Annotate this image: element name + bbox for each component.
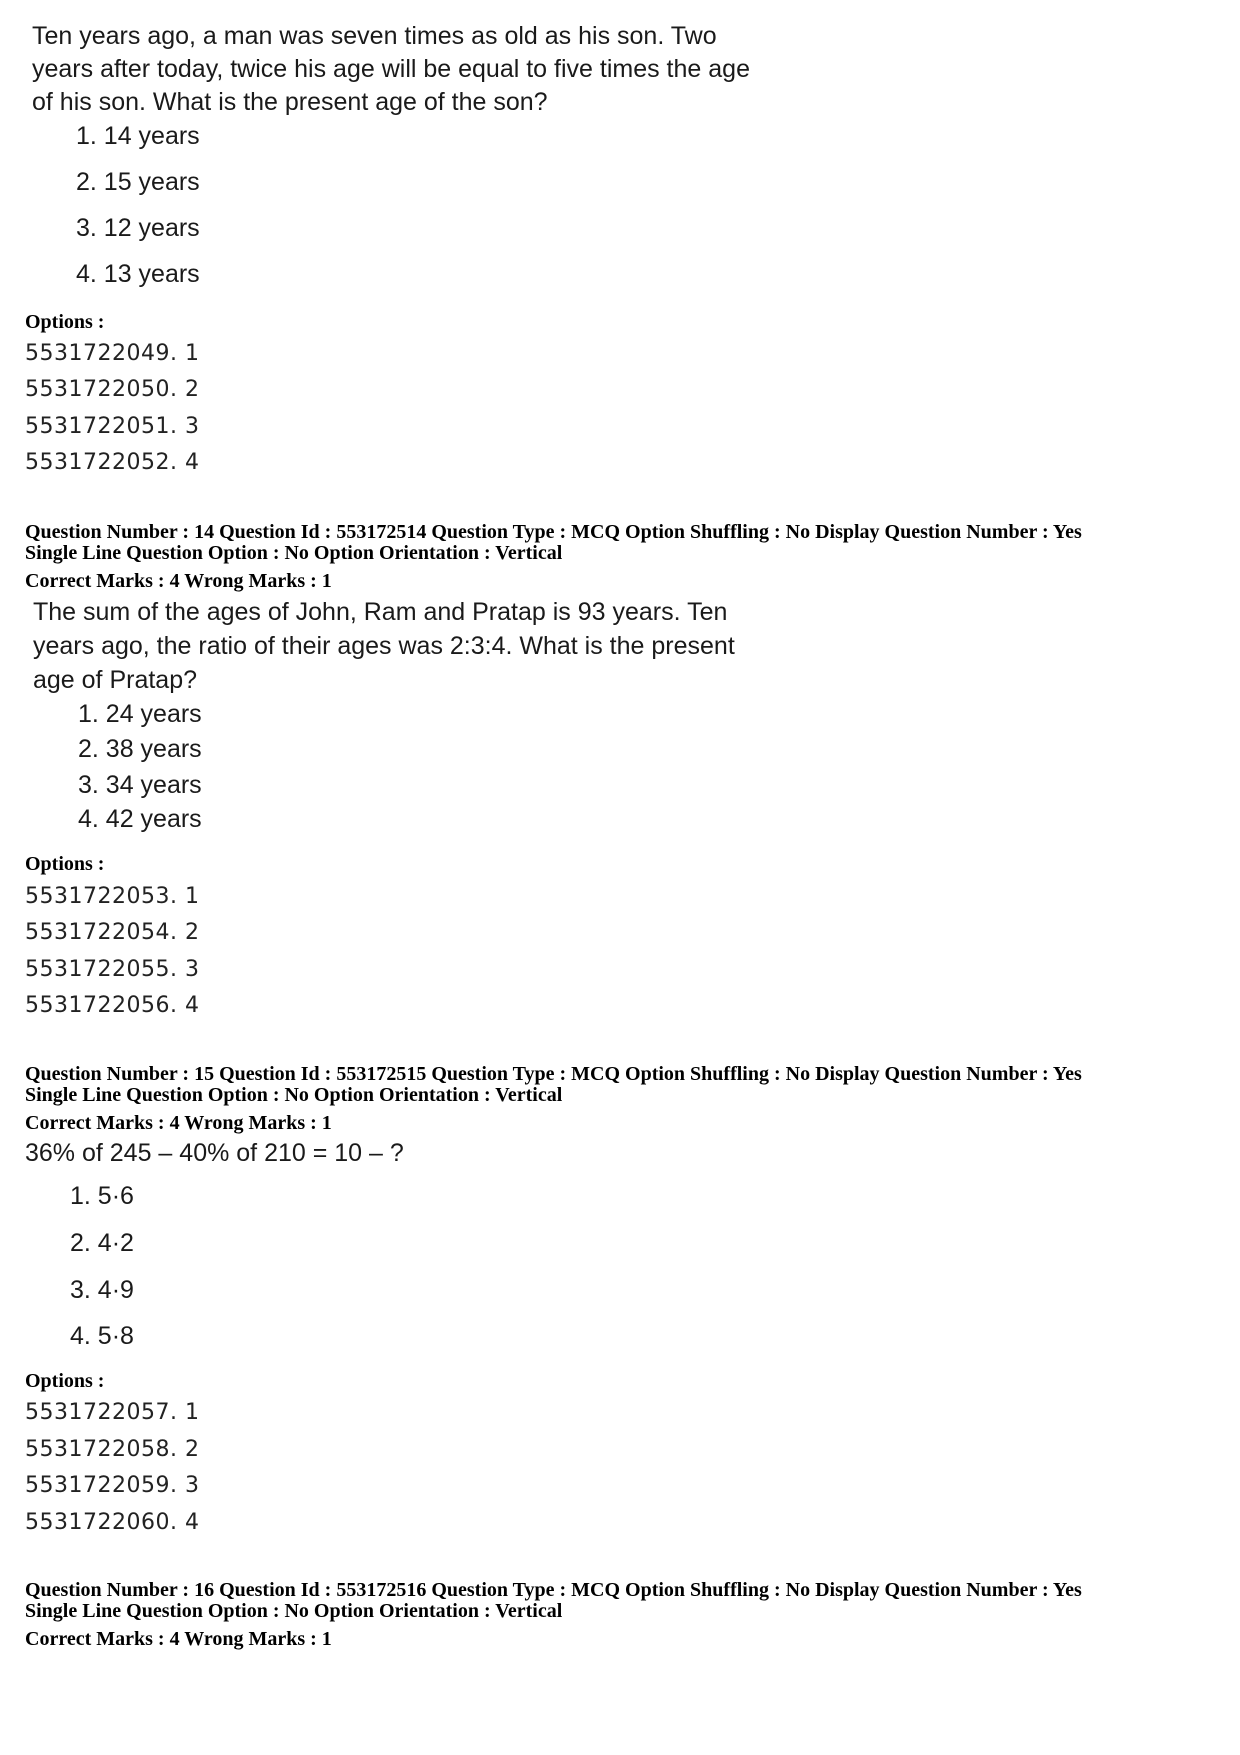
- question-header-sub: Single Line Question Option : No Option Orientation : Vertical: [25, 542, 563, 564]
- question-marks: Correct Marks : 4 Wrong Marks : 1: [25, 1628, 332, 1650]
- option-id: 5531722050. 2: [25, 377, 200, 402]
- answer-choice: 1. 5·6: [70, 1182, 134, 1210]
- question-header: Question Number : 16 Question Id : 553172516 Question Type : MCQ Option Shuffling : No Display Question Number : Yes: [25, 1579, 1082, 1601]
- question-text-line: Ten years ago, a man was seven times as old as his son. Two: [32, 22, 717, 50]
- answer-choice: 2. 15 years: [76, 168, 200, 196]
- answer-choice: 1. 24 years: [78, 700, 202, 728]
- option-id: 5531722055. 3: [25, 957, 200, 982]
- option-id: 5531722052. 4: [25, 450, 200, 475]
- option-id: 5531722060. 4: [25, 1510, 200, 1535]
- options-label: Options :: [25, 311, 105, 333]
- option-id: 5531722057. 1: [25, 1400, 200, 1425]
- answer-choice: 1. 14 years: [76, 122, 200, 150]
- question-marks: Correct Marks : 4 Wrong Marks : 1: [25, 1112, 332, 1134]
- option-id: 5531722051. 3: [25, 414, 200, 439]
- option-id: 5531722059. 3: [25, 1473, 200, 1498]
- question-marks: Correct Marks : 4 Wrong Marks : 1: [25, 570, 332, 592]
- answer-choice: 4. 42 years: [78, 805, 202, 833]
- answer-choice: 4. 5·8: [70, 1322, 134, 1350]
- option-id: 5531722058. 2: [25, 1437, 200, 1462]
- option-id: 5531722053. 1: [25, 884, 200, 909]
- question-text-line: 36% of 245 – 40% of 210 = 10 – ?: [25, 1139, 404, 1167]
- options-label: Options :: [25, 1370, 105, 1392]
- question-header-sub: Single Line Question Option : No Option Orientation : Vertical: [25, 1084, 563, 1106]
- options-label: Options :: [25, 853, 105, 875]
- question-text-line: years ago, the ratio of their ages was 2:3:4. What is the present: [33, 632, 735, 660]
- answer-choice: 4. 13 years: [76, 260, 200, 288]
- answer-choice: 2. 4·2: [70, 1229, 134, 1257]
- question-header-sub: Single Line Question Option : No Option Orientation : Vertical: [25, 1600, 563, 1622]
- option-id: 5531722049. 1: [25, 341, 200, 366]
- question-header: Question Number : 14 Question Id : 553172514 Question Type : MCQ Option Shuffling : No Display Question Number : Yes: [25, 521, 1082, 543]
- option-id: 5531722054. 2: [25, 920, 200, 945]
- answer-choice: 3. 34 years: [78, 771, 202, 799]
- question-text-line: age of Pratap?: [33, 666, 198, 694]
- question-text-line: The sum of the ages of John, Ram and Pratap is 93 years. Ten: [33, 598, 728, 626]
- option-id: 5531722056. 4: [25, 993, 200, 1018]
- question-text-line: years after today, twice his age will be equal to five times the age: [32, 55, 750, 83]
- answer-choice: 2. 38 years: [78, 735, 202, 763]
- answer-choice: 3. 4·9: [70, 1276, 134, 1304]
- question-header: Question Number : 15 Question Id : 553172515 Question Type : MCQ Option Shuffling : No Display Question Number : Yes: [25, 1063, 1082, 1085]
- answer-choice: 3. 12 years: [76, 214, 200, 242]
- question-text-line: of his son. What is the present age of the son?: [32, 88, 548, 116]
